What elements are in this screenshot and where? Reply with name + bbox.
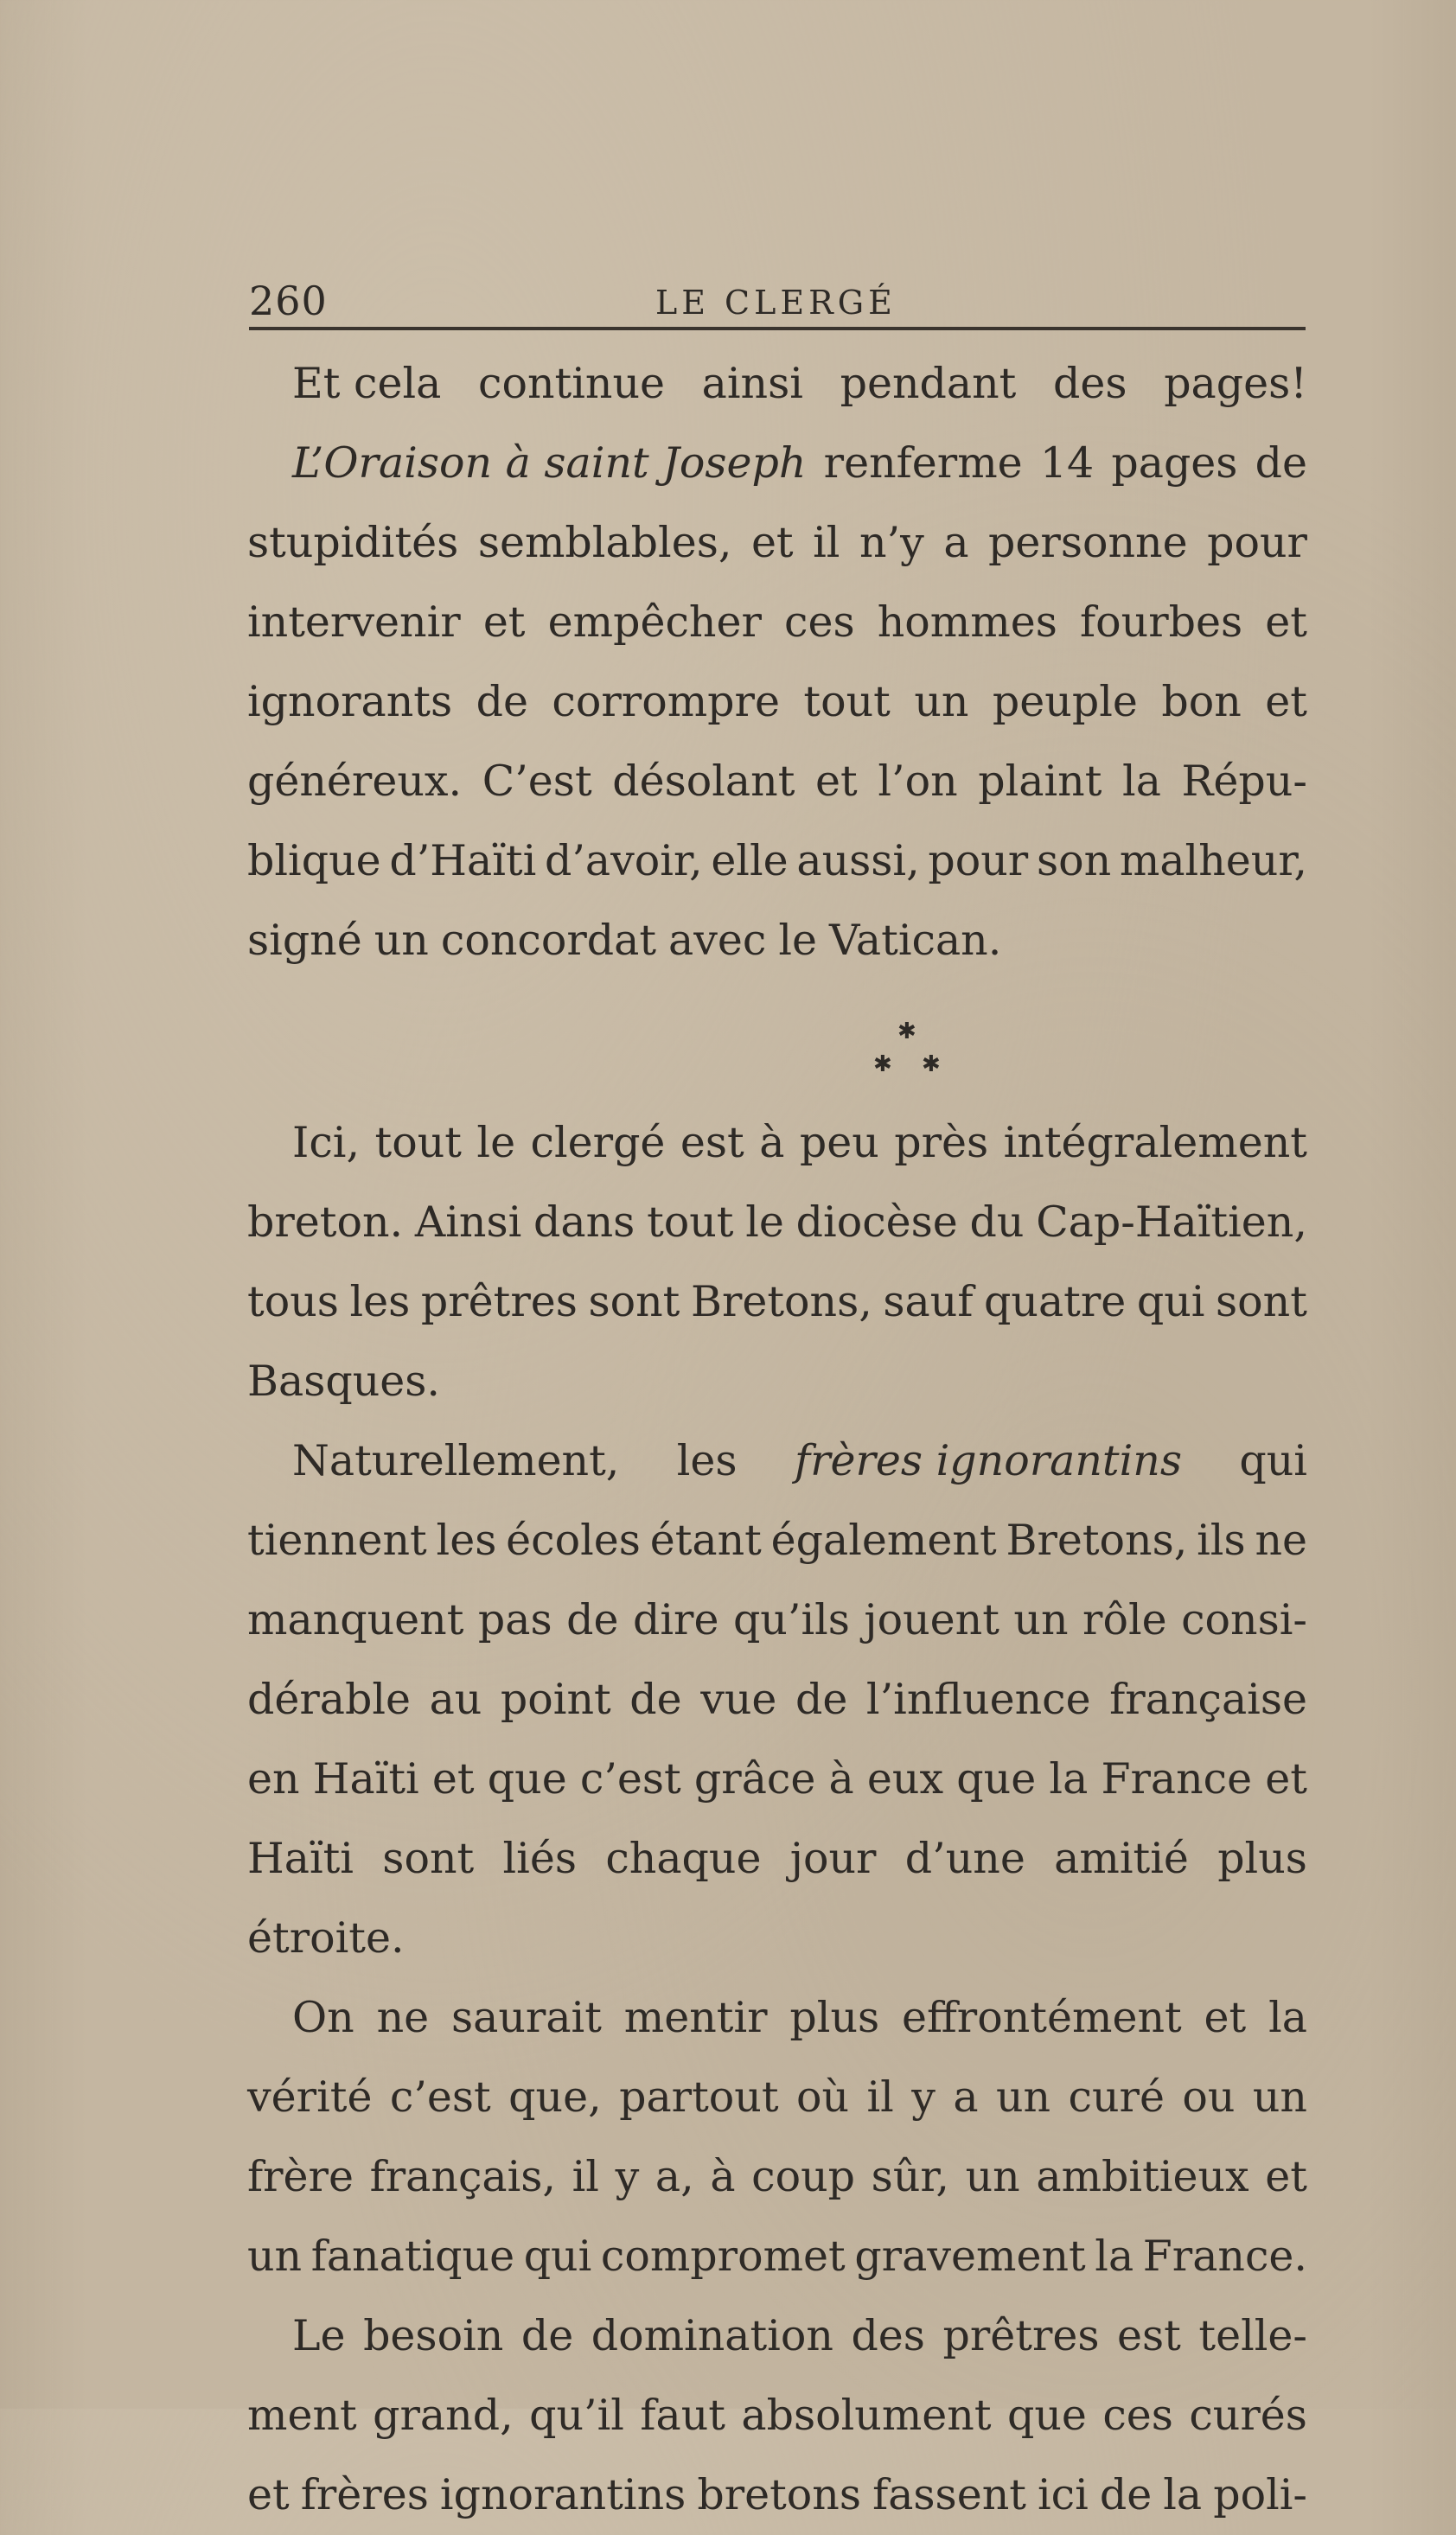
text-word: bretons (697, 2470, 862, 2519)
text-word: où (795, 2072, 850, 2122)
text-line (247, 1103, 1307, 1183)
text-word: de (795, 1675, 848, 1724)
text-word: des (851, 2311, 925, 2360)
text-word: ils (1197, 1516, 1246, 1565)
text-word: curé (1068, 2072, 1165, 2122)
text-word: au (429, 1675, 482, 1724)
text-word: pages (1111, 438, 1238, 488)
text-word: avec (668, 916, 767, 965)
text-word: elle (711, 836, 789, 885)
text-word: frère (247, 2152, 354, 2201)
text-line (247, 344, 1307, 424)
text-word: a (953, 2072, 979, 2122)
text-word: c’est (579, 1754, 681, 1804)
text-word: d’Haïti (389, 836, 537, 885)
text-word: et (247, 2470, 290, 2519)
text-word: que (956, 1754, 1037, 1804)
text-word: pour (1207, 518, 1307, 567)
text-line (247, 1580, 1307, 1660)
text-word: France (1101, 1754, 1253, 1804)
text-word: effrontément (902, 1993, 1182, 2042)
text-word: et (750, 518, 794, 567)
text-word: 14 (1039, 438, 1095, 488)
text-word: de (1255, 438, 1307, 488)
text-word: aussi, (796, 836, 920, 885)
text-line (247, 2058, 1307, 2137)
text-word: renferme (823, 438, 1023, 488)
text-word: rôle (1082, 1595, 1167, 1644)
text-word: frères ignorantins (794, 1436, 1182, 1485)
text-word: la (1163, 2470, 1203, 2519)
text-word: la (1095, 2232, 1134, 2281)
text-word: dans (533, 1197, 635, 1247)
text-word: intégralement (1003, 1118, 1307, 1167)
text-word: est (1117, 2311, 1181, 2360)
text-word: les (676, 1436, 738, 1485)
paragraph-group-b (247, 1103, 1307, 2535)
text-word: que (487, 1754, 567, 1804)
text-word: France. (1142, 2232, 1307, 2281)
text-word: manquent (247, 1595, 464, 1644)
section-separator (247, 980, 1307, 1103)
text-word: de (1099, 2470, 1153, 2519)
text-word: un (914, 677, 969, 726)
text-word: bon (1161, 677, 1242, 726)
text-word: sont (1216, 1277, 1307, 1326)
text-word: qui (523, 2232, 592, 2281)
text-word: à (828, 1754, 854, 1804)
text-word: besoin (363, 2311, 504, 2360)
text-word: tout (803, 677, 891, 726)
text-word: ignorantins (439, 2470, 686, 2519)
text-word: Bretons, (1006, 1516, 1188, 1565)
text-word: son (1036, 836, 1112, 885)
text-word: à (759, 1118, 785, 1167)
text-word: poli- (1213, 2470, 1307, 2519)
text-word: vérité (247, 2072, 373, 2122)
text-word: et (1265, 597, 1307, 647)
separator-star: ✱ (897, 1018, 916, 1044)
text-word: d’avoir, (544, 836, 703, 885)
text-word: gravement (854, 2232, 1086, 2281)
text-word: un (247, 2232, 303, 2281)
text-word: étant (649, 1516, 762, 1565)
text-word: sont (382, 1834, 475, 1883)
text-word: continue (478, 359, 666, 408)
text-word: consi- (1181, 1595, 1307, 1644)
text-word: empêcher (547, 597, 762, 647)
text-word: tiennent (247, 1516, 427, 1565)
text-word: mentir (623, 1993, 768, 2042)
text-line (247, 742, 1307, 821)
text-word: grand, (373, 2391, 514, 2440)
text-word: amitié (1054, 1834, 1189, 1883)
text-word: personne (988, 518, 1188, 567)
text-word: ces (784, 597, 855, 647)
text-word: Bretons, (690, 1277, 872, 1326)
text-word: semblables, (477, 518, 732, 567)
text-word: y (911, 2072, 936, 2122)
text-word: signé (247, 916, 362, 965)
text-word: qui (1239, 1436, 1307, 1485)
text-word: Et cela (292, 359, 442, 408)
text-word: prêtres (420, 1277, 578, 1326)
text-word: pendant (840, 359, 1017, 408)
text-word: quatre (984, 1277, 1127, 1326)
text-word: un (374, 916, 429, 965)
text-word: Répu- (1181, 757, 1307, 806)
text-word: Basques. (247, 1357, 441, 1406)
text-word: sont (588, 1277, 680, 1326)
text-line (247, 1342, 1307, 1421)
text-line (247, 1978, 1307, 2058)
text-line (247, 901, 1307, 980)
text-word: à (710, 2152, 736, 2201)
text-word: liés (502, 1834, 578, 1883)
text-word: fourbes (1080, 597, 1243, 647)
text-word: le (778, 916, 818, 965)
text-word: prêtres (942, 2311, 1100, 2360)
separator-star: ✱ (922, 1051, 941, 1077)
text-word: qu’il (529, 2391, 624, 2440)
text-word: du (969, 1197, 1025, 1247)
text-word: Ainsi (414, 1197, 522, 1247)
text-word: ainsi (701, 359, 803, 408)
text-word: français, (369, 2152, 556, 2201)
text-word: le (745, 1197, 784, 1247)
text-word: plus (1217, 1834, 1307, 1883)
text-line (247, 1819, 1307, 1899)
text-word: dérable (247, 1675, 412, 1724)
body-text (247, 344, 1307, 2535)
text-word: c’est (389, 2072, 491, 2122)
text-word: a (943, 518, 969, 567)
text-word: concordat (440, 916, 657, 965)
text-word: Le (292, 2311, 346, 2360)
text-word: telle- (1198, 2311, 1307, 2360)
text-word: tout (374, 1118, 462, 1167)
text-word: ne (376, 1993, 430, 2042)
text-word: jour (789, 1834, 877, 1883)
text-word: les (436, 1516, 497, 1565)
text-line (247, 662, 1307, 742)
text-word: absolument (741, 2391, 992, 2440)
text-word: un (1252, 2072, 1307, 2122)
text-line (247, 1421, 1307, 1501)
text-line (247, 1899, 1307, 1978)
text-line (247, 1660, 1307, 1740)
text-word: la (1122, 757, 1161, 806)
text-word: sûr, (871, 2152, 949, 2201)
text-word: L’Oraison à saint Joseph (292, 438, 807, 488)
text-word: de (566, 1595, 619, 1644)
text-line (247, 821, 1307, 901)
text-word: l’influence (865, 1675, 1091, 1724)
text-word: Ici, (292, 1118, 361, 1167)
text-word: et (431, 1754, 475, 1804)
text-word: et (1265, 677, 1307, 726)
text-word: ou (1182, 2072, 1236, 2122)
paragraph-group-a (247, 344, 1307, 980)
text-line (247, 2137, 1307, 2217)
text-line (247, 1501, 1307, 1580)
text-word: un (965, 2152, 1020, 2201)
text-word: vue (700, 1675, 777, 1724)
text-word: tout (647, 1197, 734, 1247)
text-word: désolant (612, 757, 795, 806)
separator-star: ✱ (873, 1051, 892, 1077)
text-word: Haïti (247, 1834, 354, 1883)
text-word: chaque (605, 1834, 762, 1883)
text-word: compromet (600, 2232, 846, 2281)
text-word: étroite. (247, 1913, 405, 1963)
text-word: près (894, 1118, 989, 1167)
text-word: malheur, (1119, 836, 1307, 885)
text-word: dire (632, 1595, 719, 1644)
text-word: qui (1136, 1277, 1205, 1326)
text-line (247, 1183, 1307, 1262)
text-line (247, 2455, 1307, 2535)
text-word: coup (751, 2152, 856, 2201)
text-word: que (1006, 2391, 1087, 2440)
text-line (247, 2376, 1307, 2455)
text-word: la (1268, 1993, 1307, 2042)
text-word: intervenir (247, 597, 461, 647)
page-number: 260 (249, 278, 328, 324)
text-word: Naturellement, (292, 1436, 620, 1485)
text-word: partout (619, 2072, 779, 2122)
text-word: peu (799, 1118, 879, 1167)
text-word: ces (1102, 2391, 1173, 2440)
text-word: curés (1189, 2391, 1307, 2440)
text-word: Vatican. (829, 916, 1002, 965)
text-line (247, 1262, 1307, 1342)
text-word: pages! (1164, 359, 1307, 408)
text-word: breton. (247, 1197, 404, 1247)
text-word: est (680, 1118, 744, 1167)
text-word: stupidités (247, 518, 459, 567)
text-word: pas (477, 1595, 552, 1644)
text-word: saurait (450, 1993, 602, 2042)
text-word: de (476, 677, 528, 726)
text-word: un (1013, 1595, 1069, 1644)
text-word: plaint (978, 757, 1102, 806)
text-line (247, 503, 1307, 583)
text-word: en (247, 1754, 300, 1804)
text-word: C’est (482, 757, 592, 806)
text-word: pour (928, 836, 1029, 885)
text-word: il (572, 2152, 599, 2201)
text-word: il (866, 2072, 894, 2122)
text-word: également (770, 1516, 997, 1565)
text-word: un (995, 2072, 1051, 2122)
text-word: sauf (883, 1277, 974, 1326)
text-word: le (476, 1118, 516, 1167)
text-line (247, 2217, 1307, 2296)
text-word: diocèse (795, 1197, 958, 1247)
text-word: frères (300, 2470, 429, 2519)
text-word: peuple (992, 677, 1138, 726)
text-word: corrompre (552, 677, 780, 726)
text-word: hommes (877, 597, 1057, 647)
text-word: française (1109, 1675, 1307, 1724)
text-word: les (349, 1277, 411, 1326)
text-word: domination (591, 2311, 833, 2360)
text-line (247, 583, 1307, 662)
text-word: il (813, 518, 840, 567)
text-word: n’y (859, 518, 924, 567)
header-rule (249, 327, 1306, 330)
text-word: la (1049, 1754, 1089, 1804)
text-word: et (1265, 2152, 1307, 2201)
text-word: point (500, 1675, 611, 1724)
text-word: fanatique (310, 2232, 515, 2281)
text-line (247, 1740, 1307, 1819)
text-word: clergé (530, 1118, 666, 1167)
chapter-title: LE CLERGÉ (655, 284, 897, 322)
text-word: et (1265, 1754, 1307, 1804)
text-word: ambitieux (1036, 2152, 1249, 2201)
text-word: Cap-Haïtien, (1036, 1197, 1307, 1247)
text-word: eux (866, 1754, 944, 1804)
text-word: qu’ils (732, 1595, 850, 1644)
text-line (247, 2296, 1307, 2376)
text-word: l’on (878, 757, 958, 806)
text-word: écoles (506, 1516, 641, 1565)
text-word: Haïti (312, 1754, 419, 1804)
text-word: ne (1255, 1516, 1307, 1565)
text-word: ignorants (247, 677, 453, 726)
text-word: faut (640, 2391, 725, 2440)
text-word: et (482, 597, 526, 647)
text-word: d’une (904, 1834, 1025, 1883)
text-word: généreux. (247, 757, 463, 806)
text-word: blique (247, 836, 381, 885)
text-line (247, 424, 1307, 503)
text-word: et (1204, 1993, 1247, 2042)
text-word: de (520, 2311, 574, 2360)
text-word: de (629, 1675, 682, 1724)
text-word: des (1053, 359, 1127, 408)
text-word: fassent (872, 2470, 1026, 2519)
text-word: et (815, 757, 858, 806)
text-word: ici (1038, 2470, 1089, 2519)
text-word: a, (655, 2152, 694, 2201)
text-word: jouent (864, 1595, 999, 1644)
text-word: plus (789, 1993, 880, 2042)
running-head (249, 275, 1306, 327)
text-word: ment (247, 2391, 357, 2440)
text-word: tous (247, 1277, 339, 1326)
text-word: que, (508, 2072, 602, 2122)
text-word: On (292, 1993, 354, 2042)
text-word: grâce (693, 1754, 816, 1804)
text-word: y (615, 2152, 640, 2201)
